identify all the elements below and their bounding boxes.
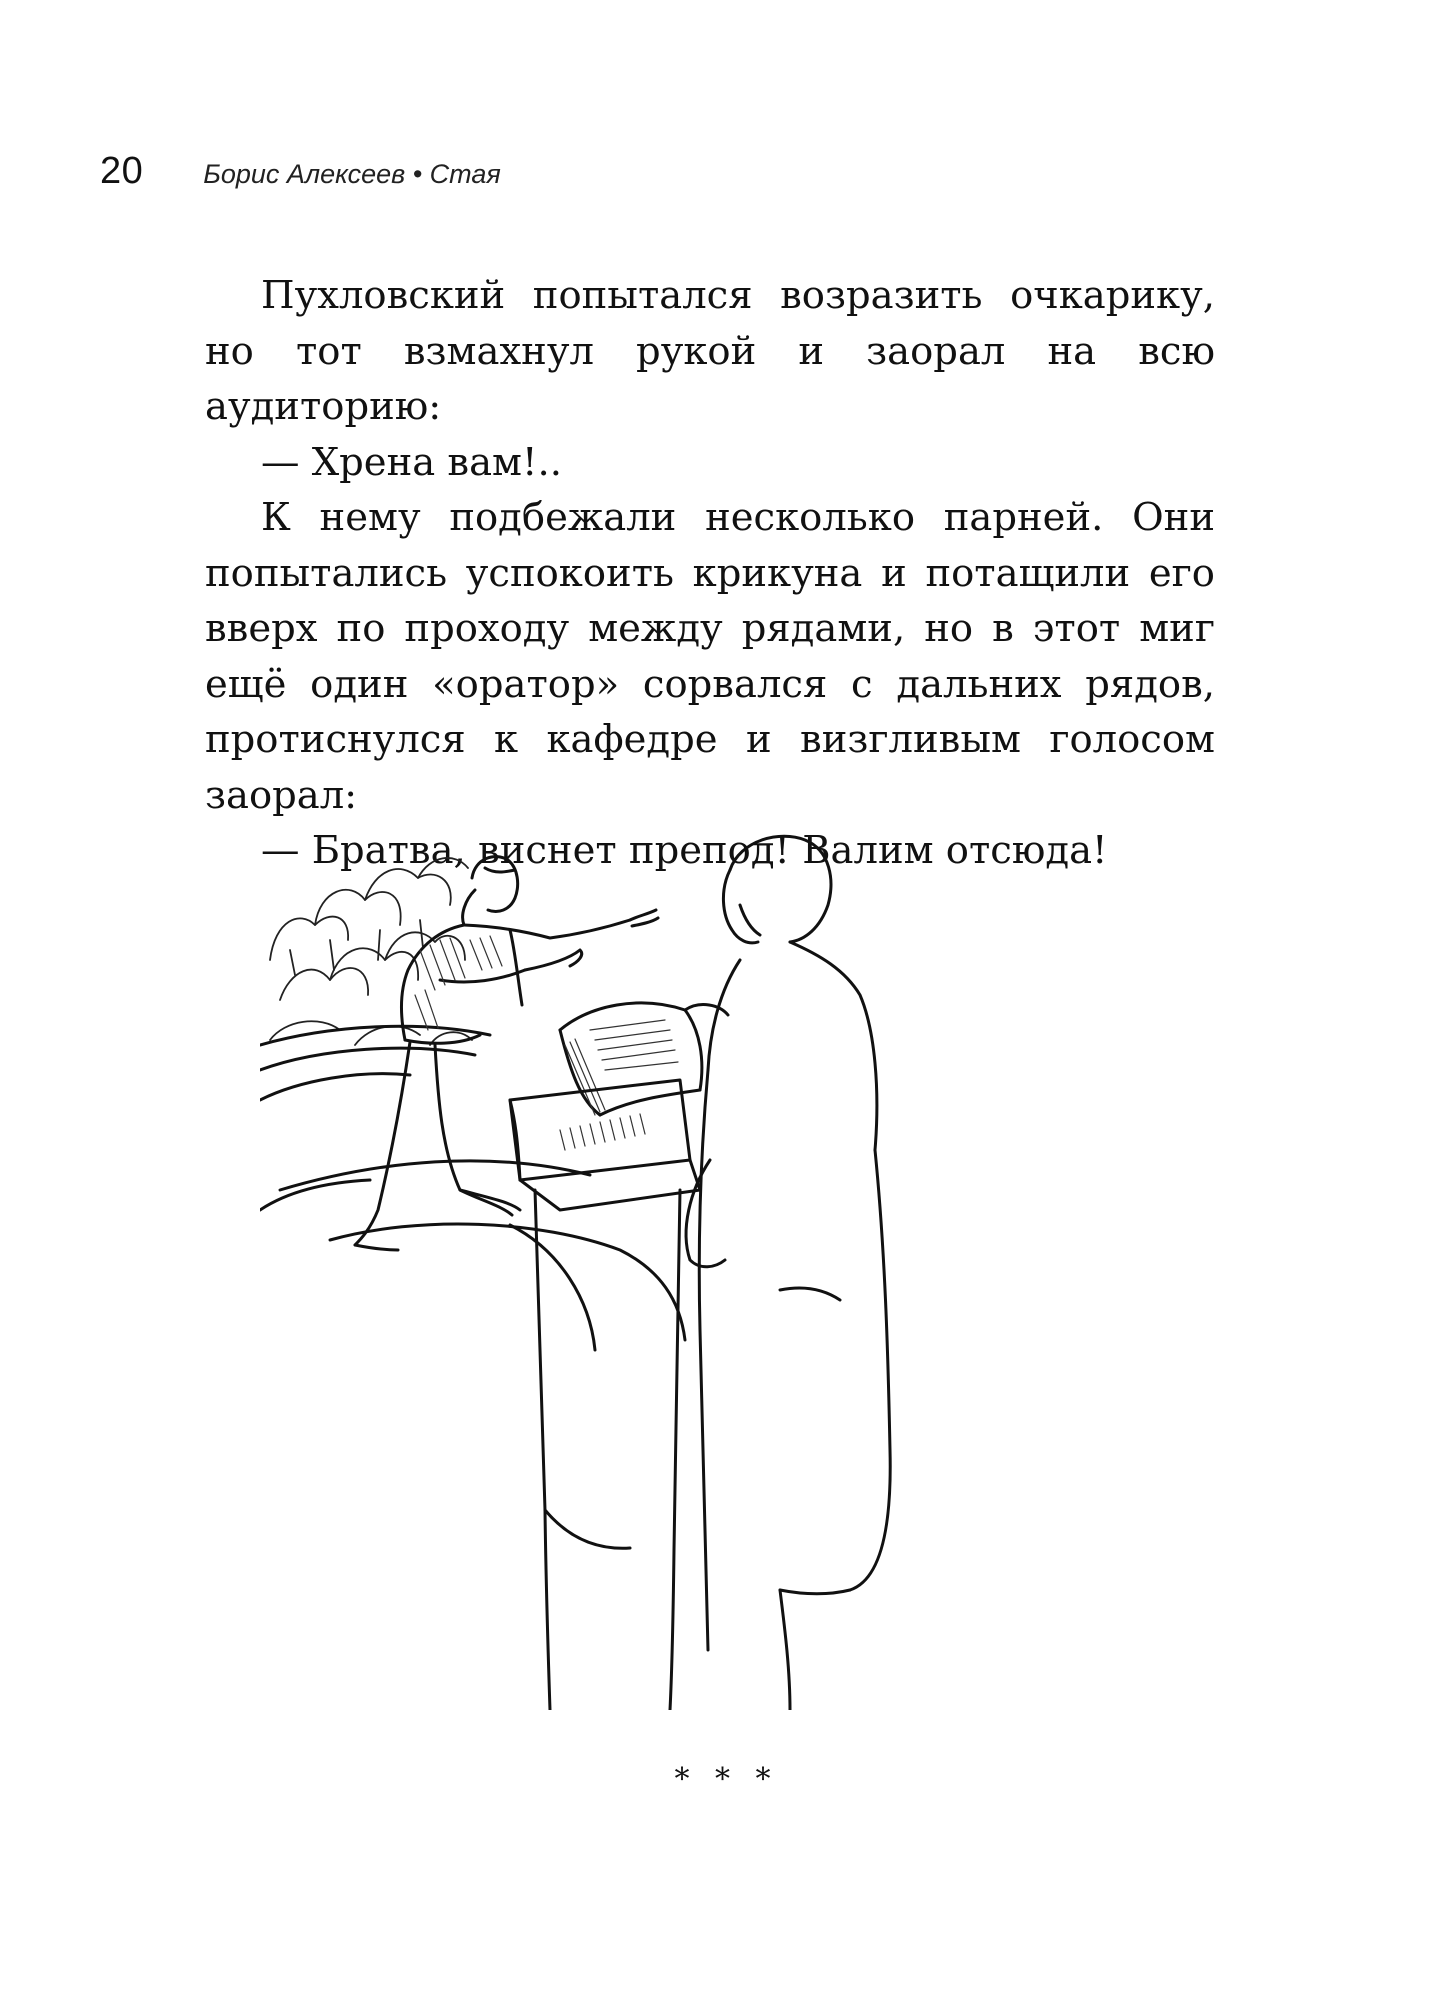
body-text [205,268,1215,879]
dialogue-line: — Хрена вам!.. [261,439,562,485]
paragraph: К нему подбежали несколько парней. Они попытались успокоить крикуна и потащили его вверх по проходу между рядами, но в этот миг ещё один «оратор» сорвался с дальних рядов, протиснулся к кафедре и визгливым голосом заорал: [205,495,1215,818]
section-break: * * * [674,1762,779,1797]
running-head [100,150,501,200]
open-book [560,1003,728,1115]
running-title: Борис Алексеев • Стая [203,159,501,189]
lectern [510,1080,700,1710]
lectern-shading [560,1114,645,1150]
audience-group [270,858,472,1045]
sketch-drawing [260,830,1140,1710]
illustration-lecture-hall-sketch [260,830,1140,1710]
lecturer-figure [686,836,890,1710]
page-number: 20 [100,150,144,192]
dialogue-line: — Братва, виснет препод! Валим отсюда! [261,828,1108,873]
paragraph: Пухловский попытался возразить очкарику, но тот взмахнул рукой и заорал на всю аудиторию: [205,273,1215,429]
auditorium-rows [260,1026,685,1350]
book-text-hatching [565,1020,678,1115]
